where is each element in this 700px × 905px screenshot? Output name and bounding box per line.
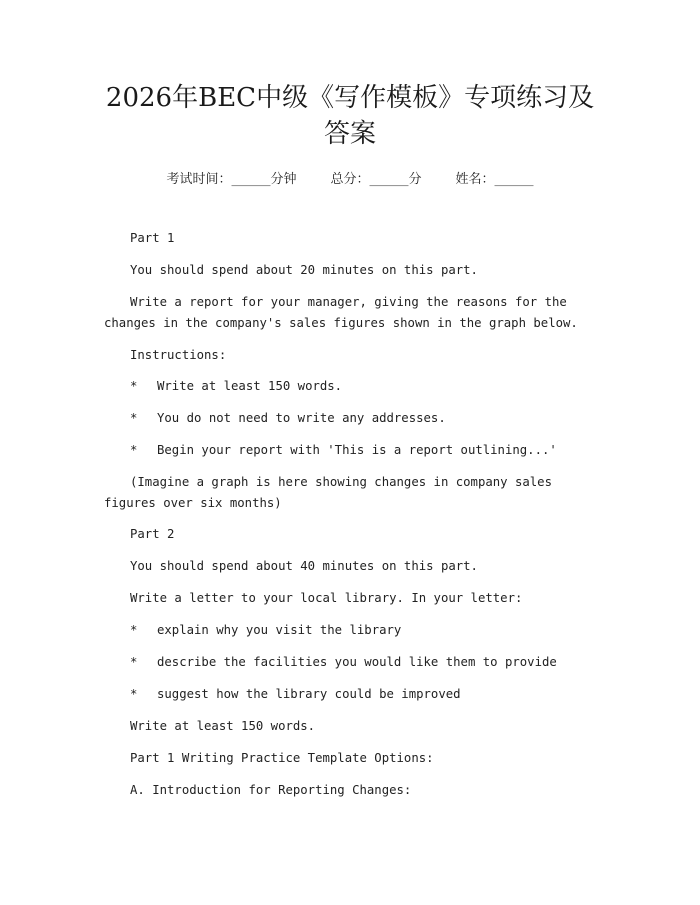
bullet-star: * xyxy=(130,623,138,637)
part1-bullet-text: You do not need to write any addresses. xyxy=(157,411,446,425)
part2-heading: Part 2 xyxy=(130,527,175,541)
part1-bullet-item xyxy=(130,408,446,429)
part1-bullet-item xyxy=(130,376,342,397)
template-options-heading: Part 1 Writing Practice Template Options: xyxy=(130,751,434,765)
exam-time-field: 考试时间：______分钟 xyxy=(166,172,297,187)
part1-task-text: Write a report for your manager, giving the reasons for the changes in the company's sales figures shown in the graph below. xyxy=(104,295,578,330)
document-title: 2026年BEC中级《写作模板》专项练习及答案 xyxy=(105,83,595,149)
part1-heading: Part 1 xyxy=(130,231,175,245)
bullet-star: * xyxy=(130,687,138,701)
part1-bullet-item xyxy=(130,440,557,461)
part1-graph-note: (Imagine a graph is here showing changes in company sales figures over six months) xyxy=(104,475,560,510)
part1-bullet-text: Begin your report with 'This is a report outlining...' xyxy=(157,443,557,457)
bullet-star: * xyxy=(130,379,138,393)
part2-bullet-text: describe the facilities you would like them to provide xyxy=(157,655,557,669)
part1-instructions-heading: Instructions: xyxy=(130,348,227,362)
part2-word-count: Write at least 150 words. xyxy=(130,719,316,733)
total-score-field: 总分：______分 xyxy=(330,172,422,187)
part2-bullet-text: suggest how the library could be improved xyxy=(157,687,461,701)
part1-time-instruction: You should spend about 20 minutes on this part. xyxy=(130,263,478,277)
part1-bullet-text: Write at least 150 words. xyxy=(157,379,343,393)
exam-info-row xyxy=(0,168,700,187)
part2-bullet-item xyxy=(130,620,401,641)
part2-bullet-item xyxy=(130,652,557,673)
template-option-a: A. Introduction for Reporting Changes: xyxy=(130,783,412,797)
bullet-star: * xyxy=(130,655,138,669)
part2-task-text: Write a letter to your local library. In your letter: xyxy=(130,591,523,605)
part2-time-instruction: You should spend about 40 minutes on this part. xyxy=(130,559,478,573)
part2-bullet-item xyxy=(130,684,461,705)
part2-bullet-text: explain why you visit the library xyxy=(157,623,402,637)
name-field: 姓名：______ xyxy=(455,172,534,187)
bullet-star: * xyxy=(130,443,138,457)
bullet-star: * xyxy=(130,411,138,425)
